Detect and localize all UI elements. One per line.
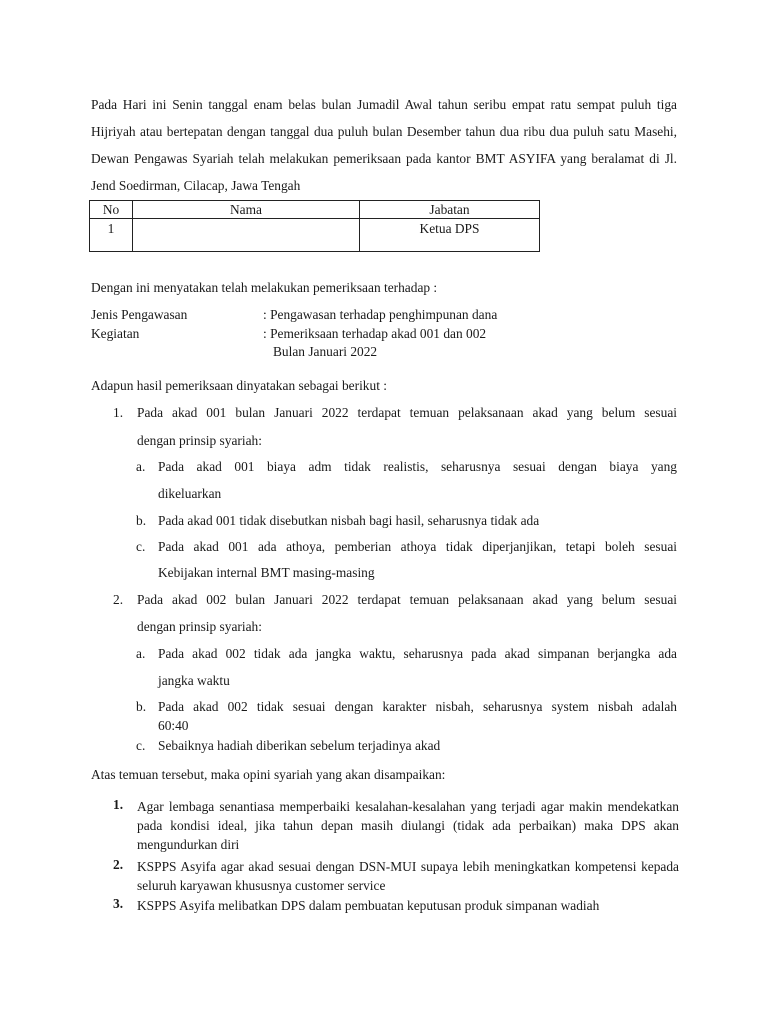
jenis-label: Jenis Pengawasan xyxy=(91,307,188,322)
header-nama: Nama xyxy=(133,201,360,219)
finding-text-line1: Pada akad 001 bulan Januari 2022 terdapat temuan pelaksanaan akad yang belum sesuai xyxy=(137,405,677,420)
opinion-text: KSPPS Asyifa melibatkan DPS dalam pembuatan keputusan produk simpanan wadiah xyxy=(137,898,600,913)
finding-text-line1: Pada akad 002 bulan Januari 2022 terdapat temuan pelaksanaan akad yang belum sesuai xyxy=(137,592,677,607)
opinion-number: 3. xyxy=(113,896,124,911)
sub-marker: c. xyxy=(136,738,146,753)
header-jabatan: Jabatan xyxy=(360,201,540,219)
intro-paragraph: Pada Hari ini Senin tanggal enam belas bulan Jumadil Awal tahun seribu empat ratu sempat puluh tiga Hijriyah atau bertepatan dengan tanggal dua puluh bulan Desember tahun dua ribu dua puluh satu Masehi, Dewan Pengawas Syariah telah melakukan pemeriksaan pada kantor BMT ASYIFA yang beralamat di Jl. Jend Soedirman, Cilacap, Jawa Tengah xyxy=(91,97,677,193)
sub-item-line1: Pada akad 001 biaya adm tidak realistis, seharusnya sesuai dengan biaya yang xyxy=(158,459,677,474)
sub-item-line1: Pada akad 002 tidak ada jangka waktu, seharusnya pada akad simpanan berjangka ada xyxy=(158,646,677,661)
sub-item-line1: Pada akad 002 tidak sesuai dengan karakter nisbah, seharusnya system nisbah adalah xyxy=(158,699,677,714)
cell-nama xyxy=(133,219,360,252)
finding-text-line2: dengan prinsip syariah: xyxy=(137,433,262,448)
finding-text-line2: dengan prinsip syariah: xyxy=(137,619,262,634)
opinion-text: Agar lembaga senantiasa memperbaiki kesalahan-kesalahan yang terjadi agar makin mendekatkan pada kondisi ideal, jika tahun depan masih diulangi (tidak ada perbaikan) maka DPS akan mengundurkan diri xyxy=(137,799,679,852)
kegiatan-label: Kegiatan xyxy=(91,326,140,341)
statement-line: Dengan ini menyatakan telah melakukan pemeriksaan terhadap : xyxy=(91,280,438,295)
sub-item-line2: 60:40 xyxy=(158,718,189,733)
cell-jabatan: Ketua DPS xyxy=(360,219,540,252)
opinion-intro: Atas temuan tersebut, maka opini syariah yang akan disampaikan: xyxy=(91,767,446,782)
sub-marker: b. xyxy=(136,699,147,714)
sub-item-line1: Pada akad 001 ada athoya, pemberian athoya tidak diperjanjikan, tetapi boleh sesuai xyxy=(158,539,677,554)
sub-item-line2: Kebijakan internal BMT masing-masing xyxy=(158,565,375,580)
finding-number: 1. xyxy=(113,405,124,420)
sub-item-line1: Sebaiknya hadiah diberikan sebelum terjadinya akad xyxy=(158,738,441,753)
kegiatan-continuation: Bulan Januari 2022 xyxy=(273,344,378,359)
table-header-row xyxy=(90,201,540,219)
sub-item-line2: jangka waktu xyxy=(158,673,230,688)
officials-table xyxy=(89,200,540,252)
opinion-text: KSPPS Asyifa agar akad sesuai dengan DSN-MUI supaya lebih meningkatkan kompetensi kepada seluruh karyawan khususnya customer service xyxy=(137,859,679,893)
sub-marker: b. xyxy=(136,513,147,528)
cell-no: 1 xyxy=(90,219,133,252)
opinion-number: 2. xyxy=(113,857,124,872)
kegiatan-value: : Pemeriksaan terhadap akad 001 dan 002 xyxy=(263,326,487,341)
sub-item-line2: dikeluarkan xyxy=(158,486,222,501)
opinion-number: 1. xyxy=(113,797,124,812)
table-row xyxy=(90,219,540,252)
finding-number: 2. xyxy=(113,592,124,607)
sub-marker: c. xyxy=(136,539,146,554)
sub-marker: a. xyxy=(136,646,146,661)
sub-item-line1: Pada akad 001 tidak disebutkan nisbah bagi hasil, seharusnya tidak ada xyxy=(158,513,540,528)
header-no: No xyxy=(90,201,133,219)
jenis-value: : Pengawasan terhadap penghimpunan dana xyxy=(263,307,498,322)
sub-marker: a. xyxy=(136,459,146,474)
results-intro: Adapun hasil pemeriksaan dinyatakan sebagai berikut : xyxy=(91,378,387,393)
